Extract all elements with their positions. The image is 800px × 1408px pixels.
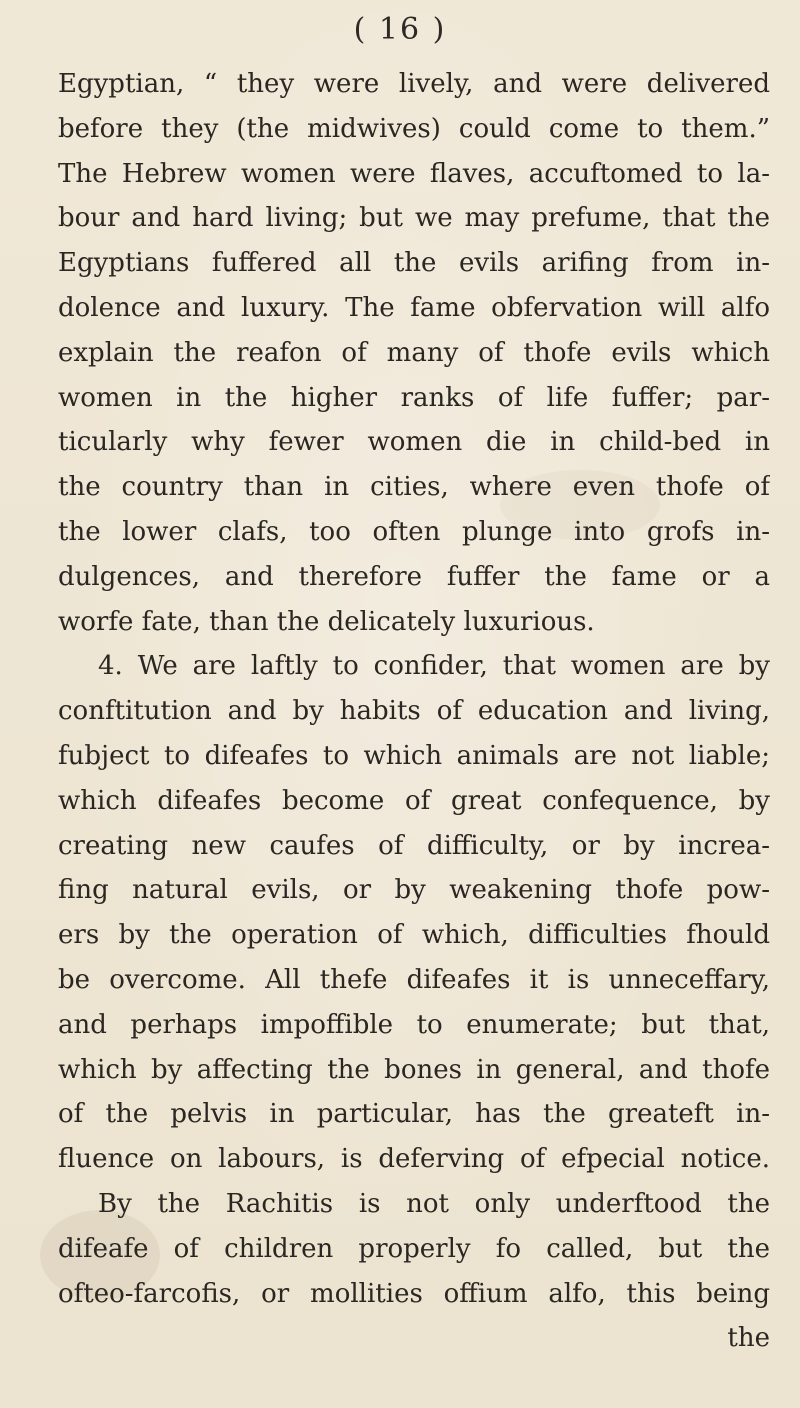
text-line: fing natural evils, or by weakening thofe pow- xyxy=(58,875,770,906)
text-line: which difeafes become of great confequence, by xyxy=(58,785,770,816)
text-line: and perhaps impoffible to enumerate; but that, xyxy=(58,1009,770,1040)
paragraph-start-line: By the Rachitis is not only underftood the xyxy=(98,1188,770,1219)
text-line: ers by the operation of which, difficulties fhould xyxy=(58,920,770,951)
text-line: Egyptian, “ they were lively, and were delivered xyxy=(58,69,770,99)
text-line: be overcome. All thefe difeafes it is unneceffary, xyxy=(58,964,770,995)
text-line: explain the reafon of many of thofe evils which xyxy=(58,337,770,368)
text-line: fluence on labours, is deferving of efpecial notice. xyxy=(58,1144,770,1175)
text-line: before they (the midwives) could come to them.” xyxy=(58,113,770,144)
text-line: dulgences, and therefore fuffer the fame or a xyxy=(58,561,770,592)
text-line: ticularly why fewer women die in child-bed in xyxy=(58,427,770,458)
text-line: of the pelvis in particular, has the greateft in- xyxy=(58,1099,770,1130)
text-line: creating new caufes of difficulty, or by increa- xyxy=(58,830,770,861)
text-line: dolence and luxury. The fame obfervation will alfo xyxy=(58,292,770,323)
text-line: the lower clafs, too often plunge into grofs in- xyxy=(58,516,770,547)
text-line: conftitution and by habits of education and living, xyxy=(58,696,770,727)
text-line: worfe fate, than the delicately luxurious. xyxy=(58,606,595,637)
text-line: Egyptians fuffered all the evils arifing from in- xyxy=(58,248,770,279)
text-line: bour and hard living; but we may prefume, that the xyxy=(58,203,770,234)
text-line: the country than in cities, where even thofe of xyxy=(58,472,770,503)
body-text xyxy=(58,62,770,1361)
text-line: The Hebrew women were flaves, accuftomed to la- xyxy=(58,158,770,189)
text-line: which by affecting the bones in general, and thofe xyxy=(58,1054,770,1085)
text-line: fubject to difeafes to which animals are not liable; xyxy=(58,740,770,771)
paragraph-start-line: 4. We are laftly to confider, that women are by xyxy=(98,651,770,682)
text-line: ofteo-farcofis, or mollities offium alfo, this being xyxy=(58,1278,770,1309)
catchword: the xyxy=(727,1323,770,1354)
text-line: women in the higher ranks of life fuffer; par- xyxy=(58,382,770,413)
text-line: difeafe of children properly fo called, but the xyxy=(58,1233,770,1264)
page-number: ( 16 ) xyxy=(353,12,447,47)
